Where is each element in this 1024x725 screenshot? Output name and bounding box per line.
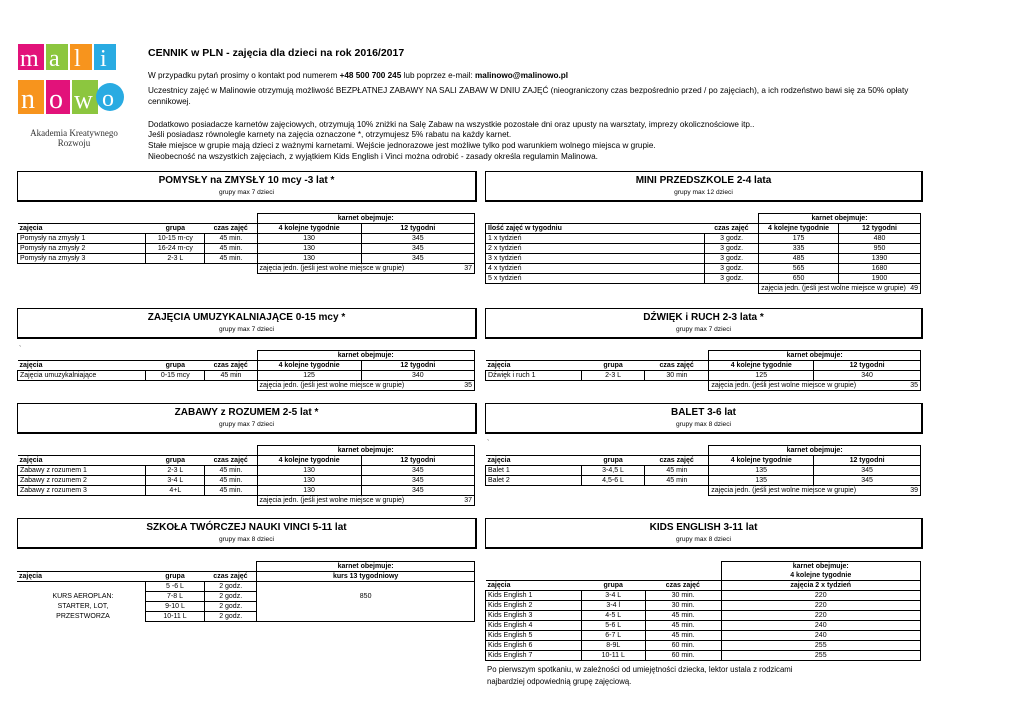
logo-letter-i: i — [100, 46, 107, 72]
price-table-dzwiek — [485, 350, 921, 391]
cell: 130 — [257, 486, 361, 496]
logo-caption: Akademia Kreatywnego Rozwoju — [30, 128, 118, 148]
single-entry-row: zajęcia jedn. (jeśli jest wolne miejsce w grupie) 35 — [257, 381, 475, 391]
cell: 135 — [709, 466, 814, 476]
col-header: grupa — [581, 361, 645, 371]
col-header: zajęcia — [18, 224, 146, 234]
table-row — [18, 476, 475, 486]
cell: 3 godz. — [705, 274, 759, 284]
single-entry-row: zajęcia jedn. (jeśli jest wolne miejsce w grupie) 35 — [709, 381, 921, 391]
single-entry-price: 37 — [464, 497, 472, 504]
cell: 345 — [361, 254, 474, 264]
section-title: MINI PRZEDSZKOLE 2-4 lata — [635, 175, 772, 186]
cell: 10-15 m-cy — [146, 234, 205, 244]
cell: 45 min — [205, 371, 257, 381]
cell: 5-6 L — [581, 621, 645, 631]
col-header: czas zajęć — [205, 456, 257, 466]
single-entry-price: 35 — [464, 382, 472, 389]
info-paragraph-4: Stałe miejsce w grupie mają dzieci z ważnymi karnetami. Wejście jednorazowe jest możliwe tylko pod warunkiem wolnego miejsca w grupie. — [148, 141, 656, 150]
cell: 0-15 mcy — [146, 371, 205, 381]
karnet-header: karnet obejmuje: — [257, 562, 475, 572]
karnet-header: karnet obejmuje: — [721, 562, 921, 572]
col-header: 4 kolejne tygodnie — [721, 571, 921, 581]
section-title: ZAJĘCIA UMUZYKALNIAJĄCE 0-15 mcy * — [147, 312, 346, 323]
section-header-zabawy — [17, 403, 477, 434]
cell: 130 — [257, 466, 361, 476]
section-subtitle: grupy max 12 dzieci — [674, 189, 733, 196]
cell: Zabawy z rozumem 3 — [18, 486, 146, 496]
cell: 255 — [721, 651, 921, 661]
logo-letter-o: o — [49, 84, 63, 115]
logo-letter-o2: o — [102, 86, 114, 112]
price-table-balet — [485, 445, 921, 496]
cell: 2-3 L — [146, 466, 205, 476]
cell: 2 godz. — [205, 602, 257, 612]
col-header: zajęcia — [486, 456, 582, 466]
cell: 130 — [257, 476, 361, 486]
cell: 3-4,5 L — [581, 466, 645, 476]
cell: 1900 — [839, 274, 921, 284]
single-entry-price: 39 — [910, 487, 918, 494]
col-header: czas zajęć — [645, 361, 709, 371]
cell: Dźwięk i ruch 1 — [486, 371, 582, 381]
col-header: 4 kolejne tygodnie — [257, 361, 361, 371]
cell: 3 godz. — [705, 264, 759, 274]
table-row — [18, 254, 475, 264]
table-row — [486, 264, 921, 274]
karnet-header: karnet obejmuje: — [709, 351, 921, 361]
col-header: zajęcia — [18, 456, 146, 466]
col-header: 4 kolejne tygodnie — [257, 224, 361, 234]
section-header-mini — [485, 171, 923, 202]
cell: 3-4 L — [581, 591, 645, 601]
col-header: 12 tygodni — [361, 224, 474, 234]
single-entry-row: zajęcia jedn. (jeśli jest wolne miejsce w grupie) 37 — [257, 264, 475, 274]
table-row — [486, 591, 921, 601]
table-row — [486, 371, 921, 381]
cell: 565 — [759, 264, 839, 274]
table-row — [486, 631, 921, 641]
cell: Kids English 1 — [486, 591, 582, 601]
table-row — [486, 651, 921, 661]
col-header: zajęcia — [18, 361, 146, 371]
kids-footnote-2: najbardziej odpowiednią grupę zajęciową. — [487, 677, 632, 686]
table-row — [18, 244, 475, 254]
col-header: 12 tygodni — [814, 361, 921, 371]
cell: 45 min. — [645, 621, 721, 631]
section-subtitle: grupy max 7 dzieci — [219, 189, 274, 196]
cell: 7-8 L — [145, 592, 204, 602]
cell: Pomysły na zmysły 2 — [18, 244, 146, 254]
cell: 2 x tydzień — [486, 244, 705, 254]
cell: 340 — [814, 371, 921, 381]
cell: Zajęcia umuzykalniające — [18, 371, 146, 381]
cell: 335 — [759, 244, 839, 254]
table-row — [486, 621, 921, 631]
karnet-header: karnet obejmuje: — [759, 214, 921, 224]
cell: 1680 — [839, 264, 921, 274]
cell: 1 x tydzień — [486, 234, 705, 244]
col-header: grupa — [146, 224, 205, 234]
table-row — [486, 254, 921, 264]
col-header: 4 kolejne tygodnie — [257, 456, 361, 466]
contact-line: W przypadku pytań prosimy o kontakt pod numerem +48 500 700 245 lub poprzez e-mail: malinowo@malinowo.pl — [148, 71, 569, 80]
page-title: CENNIK w PLN - zajęcia dla dzieci na rok 2016/2017 — [148, 47, 405, 59]
col-header: 4 kolejne tygodnie — [709, 456, 814, 466]
cell: Kids English 5 — [486, 631, 582, 641]
kids-footnote-1: Po pierwszym spotkaniu, w zależności od umiejętności dziecka, lektor ustala z rodzicami — [487, 665, 793, 674]
cell: 10-11 L — [581, 651, 645, 661]
phone-number: +48 500 700 245 — [339, 71, 402, 80]
info-paragraph-5: Nieobecność na wszystkich zajęciach, z wyjątkiem Kids English i Vinci można odrobić - zasady określa regulamin Malinowa. — [148, 152, 598, 161]
cell: 45 min. — [645, 631, 721, 641]
cell: Kids English 7 — [486, 651, 582, 661]
section-subtitle: grupy max 8 dzieci — [676, 421, 731, 428]
table-row — [486, 601, 921, 611]
cell: 125 — [257, 371, 361, 381]
section-header-kids — [485, 518, 923, 549]
table-row — [486, 244, 921, 254]
col-header: 12 tygodni — [361, 361, 474, 371]
cell: 220 — [721, 591, 921, 601]
cell: 2 godz. — [205, 612, 257, 622]
cell: 3 godz. — [705, 244, 759, 254]
cell: 3 x tydzień — [486, 254, 705, 264]
section-header-vinci — [17, 518, 477, 549]
cell: 130 — [257, 244, 361, 254]
logo-letter-l: l — [74, 46, 81, 72]
col-header: zajęcia — [486, 581, 582, 591]
col-header: zajęcia — [17, 572, 145, 582]
cell: 45 min. — [645, 611, 721, 621]
cell: 345 — [361, 476, 474, 486]
cell: 16-24 m-cy — [146, 244, 205, 254]
cell: 10-11 L — [145, 612, 204, 622]
price-table-mini — [485, 213, 921, 294]
cell: 175 — [759, 234, 839, 244]
cell: 5 x tydzień — [486, 274, 705, 284]
cell: 135 — [709, 476, 814, 486]
cell: 4 x tydzień — [486, 264, 705, 274]
logo-letter-m: m — [20, 46, 39, 72]
cell: 45 min. — [205, 234, 257, 244]
cell: 5 -6 L — [145, 582, 204, 592]
stray-mark: ` — [19, 346, 22, 353]
cell: 45 min — [645, 466, 709, 476]
cell: Kids English 4 — [486, 621, 582, 631]
cell: 4+L — [146, 486, 205, 496]
cell: 485 — [759, 254, 839, 264]
cell: 220 — [721, 601, 921, 611]
cell: 130 — [257, 234, 361, 244]
col-header: 12 tygodni — [839, 224, 921, 234]
karnet-header: karnet obejmuje: — [709, 446, 921, 456]
kurs-aeroplan-label: KURS AEROPLAN: STARTER, LOT, PRZESTWORZA — [52, 593, 114, 620]
cell: 2-3 L — [146, 254, 205, 264]
cell: 345 — [361, 234, 474, 244]
stray-mark: ` — [487, 440, 490, 447]
section-subtitle: grupy max 7 dzieci — [219, 421, 274, 428]
logo-letter-a: a — [49, 46, 60, 72]
info-paragraph-2: Dodatkowo posiadacze karnetów zajęciowych, otrzymują 10% zniżki na Salę Zabaw na wszystkie pozostałe dni oraz upusty na warsztaty, imprezy okolicznościowe itp.. — [148, 120, 755, 129]
cell: 130 — [257, 254, 361, 264]
cell: 240 — [721, 631, 921, 641]
cell: 480 — [839, 234, 921, 244]
table-row — [486, 274, 921, 284]
cell: 240 — [721, 621, 921, 631]
col-header: czas zajęć — [205, 224, 257, 234]
col-header: czas zajęć — [205, 572, 257, 582]
price-table-umuzyk — [17, 350, 475, 391]
cell: 30 min — [645, 371, 709, 381]
col-header: Ilość zajęć w tygodniu — [486, 224, 655, 234]
cell: 3-4 L — [146, 476, 205, 486]
section-title: SZKOŁA TWÓRCZEJ NAUKI VINCI 5-11 lat — [146, 522, 347, 533]
cell: 8-9L — [581, 641, 645, 651]
col-header: 4 kolejne tygodnie — [759, 224, 839, 234]
table-row — [486, 476, 921, 486]
col-header: 4 kolejne tygodnie — [709, 361, 814, 371]
logo-letter-w: w — [74, 85, 93, 114]
cell: Balet 2 — [486, 476, 582, 486]
section-subtitle: grupy max 7 dzieci — [219, 326, 274, 333]
single-entry-row: zajęcia jedn. (jeśli jest wolne miejsce w grupie) 37 — [257, 496, 475, 506]
table-row — [18, 234, 475, 244]
cell: 345 — [814, 466, 921, 476]
col-header: 12 tygodni — [361, 456, 474, 466]
cell: 45 min. — [205, 244, 257, 254]
col-header: zajęcia 2 x tydzień — [721, 581, 921, 591]
cell: Balet 1 — [486, 466, 582, 476]
col-header: grupa — [581, 581, 645, 591]
cell: 1390 — [839, 254, 921, 264]
section-title: BALET 3-6 lat — [670, 407, 736, 418]
cell: Kids English 3 — [486, 611, 582, 621]
cell: 45 min. — [205, 254, 257, 264]
single-entry-row: zajęcia jedn. (jeśli jest wolne miejsce w grupie) 49 — [759, 284, 921, 294]
cell: 45 min. — [205, 466, 257, 476]
col-header: kurs 13 tygodniowy — [257, 572, 475, 582]
col-header: grupa — [145, 572, 204, 582]
cell: Pomysły na zmysły 3 — [18, 254, 146, 264]
col-header: czas zajęć — [205, 361, 257, 371]
cell: 2-3 L — [581, 371, 645, 381]
cell: 650 — [759, 274, 839, 284]
cell: Zabawy z rozumem 2 — [18, 476, 146, 486]
section-header-balet — [485, 403, 923, 434]
cell: 345 — [361, 466, 474, 476]
col-header: czas zajęć — [645, 456, 709, 466]
table-row — [17, 582, 475, 592]
cell: 3 godz. — [705, 254, 759, 264]
section-title: POMYSŁY na ZMYSŁY 10 mcy -3 lat * — [158, 175, 335, 186]
email-address[interactable]: malinowo@malinowo.pl — [475, 71, 569, 80]
cell: Kids English 6 — [486, 641, 582, 651]
single-entry-price: 35 — [910, 382, 918, 389]
table-row — [18, 486, 475, 496]
section-title: DŹWIĘK i RUCH 2-3 lata * — [643, 312, 764, 323]
cell: 4-5 L — [581, 611, 645, 621]
col-header: czas zajęć — [705, 224, 759, 234]
cell: 2 godz. — [205, 582, 257, 592]
info-paragraph-3: Jeśli posiadasz równolegle karnety na zajęcia oznaczone *, otrzymujesz 5% rabatu na każdy karnet. — [148, 130, 512, 139]
cell: 30 min. — [645, 591, 721, 601]
cell: 45 min. — [205, 476, 257, 486]
section-header-pomysly — [17, 171, 477, 202]
karnet-header: karnet obejmuje: — [257, 214, 475, 224]
section-title: ZABAWY z ROZUMEM 2-5 lat * — [174, 407, 319, 418]
cell: 6-7 L — [581, 631, 645, 641]
section-header-dzwiek — [485, 308, 923, 339]
table-row — [486, 466, 921, 476]
cell: 30 min. — [645, 601, 721, 611]
col-header: zajęcia — [486, 361, 582, 371]
price-table-pomysly — [17, 213, 475, 274]
price-table-kids — [485, 561, 921, 661]
vinci-price: 850 — [257, 592, 475, 602]
cell: 60 min. — [645, 651, 721, 661]
table-row — [18, 466, 475, 476]
cell: Pomysły na zmysły 1 — [18, 234, 146, 244]
cell: 3-4 l — [581, 601, 645, 611]
col-header: grupa — [146, 361, 205, 371]
cell: 950 — [839, 244, 921, 254]
karnet-header: karnet obejmuje: — [257, 351, 475, 361]
single-entry-price: 37 — [464, 265, 472, 272]
table-row — [486, 641, 921, 651]
info-paragraph-1: Uczestnicy zajęć w Malinowie otrzymują możliwość BEZPŁATNEJ ZABAWY NA SALI ZABAW W DNIU ZAJĘĆ (nieograniczony czas bezpośrednio przed / po zajęciach), a ich rodzeństwo bawi się za 50% opłaty cennikowej. — [148, 86, 909, 106]
cell: 345 — [361, 486, 474, 496]
table-row — [18, 371, 475, 381]
cell: Kids English 2 — [486, 601, 582, 611]
table-row — [486, 234, 921, 244]
cell: 45 min — [645, 476, 709, 486]
cell: 340 — [361, 371, 474, 381]
cell: 2 godz. — [205, 592, 257, 602]
col-header: 12 tygodni — [814, 456, 921, 466]
col-header: grupa — [581, 456, 645, 466]
cell: 345 — [361, 244, 474, 254]
logo-letter-n: n — [21, 84, 35, 115]
cell: 4,5-6 L — [581, 476, 645, 486]
cell: 220 — [721, 611, 921, 621]
cell: 45 min. — [205, 486, 257, 496]
section-header-umuzyk — [17, 308, 477, 339]
karnet-header: karnet obejmuje: — [257, 446, 475, 456]
price-table-zabawy — [17, 445, 475, 506]
cell: 345 — [814, 476, 921, 486]
cell: 255 — [721, 641, 921, 651]
section-subtitle: grupy max 7 dzieci — [676, 326, 731, 333]
cell: 9-10 L — [145, 602, 204, 612]
section-subtitle: grupy max 8 dzieci — [219, 536, 274, 543]
table-row — [486, 611, 921, 621]
single-entry-row: zajęcia jedn. (jeśli jest wolne miejsce w grupie) 39 — [709, 486, 921, 496]
cell: Zabawy z rozumem 1 — [18, 466, 146, 476]
section-subtitle: grupy max 8 dzieci — [676, 536, 731, 543]
cell: 3 godz. — [705, 234, 759, 244]
col-header: grupa — [146, 456, 205, 466]
cell: 60 min. — [645, 641, 721, 651]
cell: 125 — [709, 371, 814, 381]
section-title: KIDS ENGLISH 3-11 lat — [649, 522, 758, 533]
col-header: czas zajęć — [645, 581, 721, 591]
single-entry-price: 49 — [910, 285, 918, 292]
